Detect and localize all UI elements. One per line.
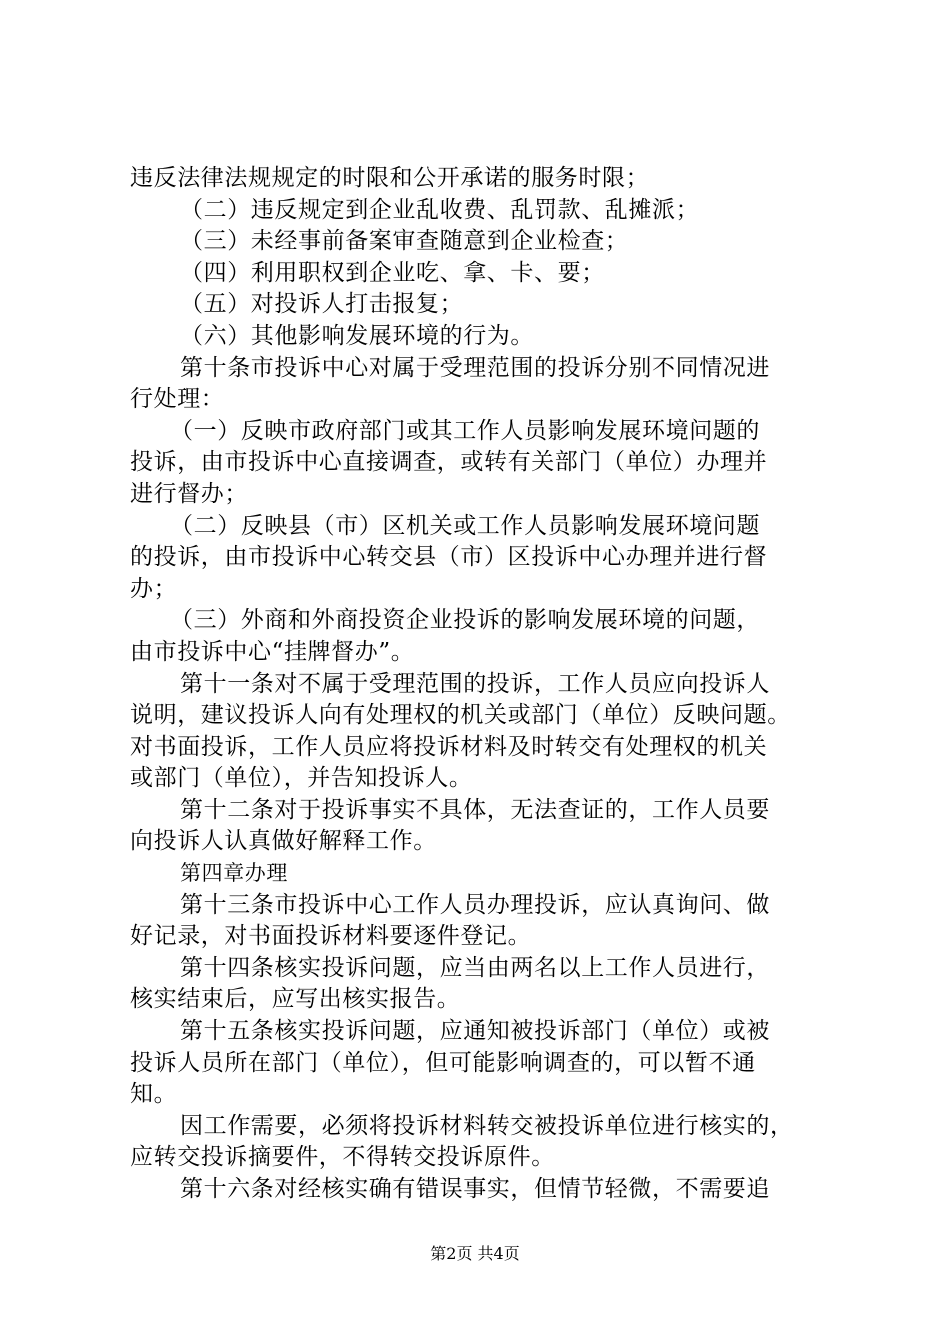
- text-line: 第十五条核实投诉问题，应通知被投诉部门（单位）或被: [180, 1018, 770, 1045]
- text-line: （二）反映县（市）区机关或工作人员影响发展环境问题: [170, 512, 760, 539]
- chapter-heading: 第四章办理: [180, 861, 288, 886]
- text-line: （六）其他影响发展环境的行为。: [180, 322, 534, 349]
- text-line: （一）反映市政府部门或其工作人员影响发展环境问题的: [170, 417, 760, 444]
- text-line: （三）外商和外商投资企业投诉的影响发展环境的问题，: [170, 607, 760, 634]
- text-line: （三）未经事前备案审查随意到企业检查；: [180, 228, 629, 255]
- text-line: 投诉人员所在部门（单位），但可能影响调查的，可以暂不通: [130, 1049, 756, 1076]
- document-body: [130, 163, 835, 1206]
- text-line: 第十条市投诉中心对属于受理范围的投诉分别不同情况进: [180, 354, 770, 381]
- text-line: 知。: [130, 1081, 178, 1108]
- text-line: （四）利用职权到企业吃、拿、卡、要；: [180, 259, 605, 286]
- text-line: 或部门（单位），并告知投诉人。: [130, 765, 473, 792]
- text-line: （五）对投诉人打击报复；: [180, 291, 464, 318]
- text-line: 违反法律法规规定的时限和公开承诺的服务时限；: [130, 165, 650, 191]
- text-line: 投诉，由市投诉中心直接调查，或转有关部门（单位）办理并: [130, 449, 768, 476]
- text-line: 进行督办；: [130, 480, 248, 507]
- text-line: 第十六条对经核实确有错误事实，但情节轻微，不需要追: [180, 1176, 770, 1202]
- text-line: 因工作需要，必须将投诉材料转交被投诉单位进行核实的，: [180, 1112, 794, 1139]
- text-line: 对书面投诉，工作人员应将投诉材料及时转交有处理权的机关: [130, 733, 768, 760]
- text-line: 由市投诉中心“挂牌督办”。: [130, 638, 415, 665]
- text-line: 说明，建议投诉人向有处理权的机关或部门（单位）反映问题。: [130, 702, 791, 729]
- text-line: 第十三条市投诉中心工作人员办理投诉，应认真询问、做: [180, 891, 770, 918]
- text-line: 应转交投诉摘要件，不得转交投诉原件。: [130, 1144, 555, 1171]
- text-line: （二）违反规定到企业乱收费、乱罚款、乱摊派；: [180, 196, 700, 223]
- text-line: 第十四条核实投诉问题，应当由两名以上工作人员进行，: [180, 954, 770, 981]
- text-line: 好记录，对书面投诉材料要逐件登记。: [130, 923, 532, 950]
- text-line: 向投诉人认真做好解释工作。: [130, 828, 437, 855]
- text-line: 核实结束后，应写出核实报告。: [130, 986, 461, 1013]
- page-number-footer: 第2页 共4页: [430, 1244, 520, 1263]
- text-line: 办；: [130, 575, 178, 602]
- text-line: 第十二条对于投诉事实不具体，无法查证的，工作人员要: [180, 796, 770, 823]
- text-line: 行处理：: [130, 386, 225, 413]
- text-line: 第十一条对不属于受理范围的投诉，工作人员应向投诉人: [180, 670, 770, 697]
- text-line: 的投诉，由市投诉中心转交县（市）区投诉中心办理并进行督: [130, 544, 768, 571]
